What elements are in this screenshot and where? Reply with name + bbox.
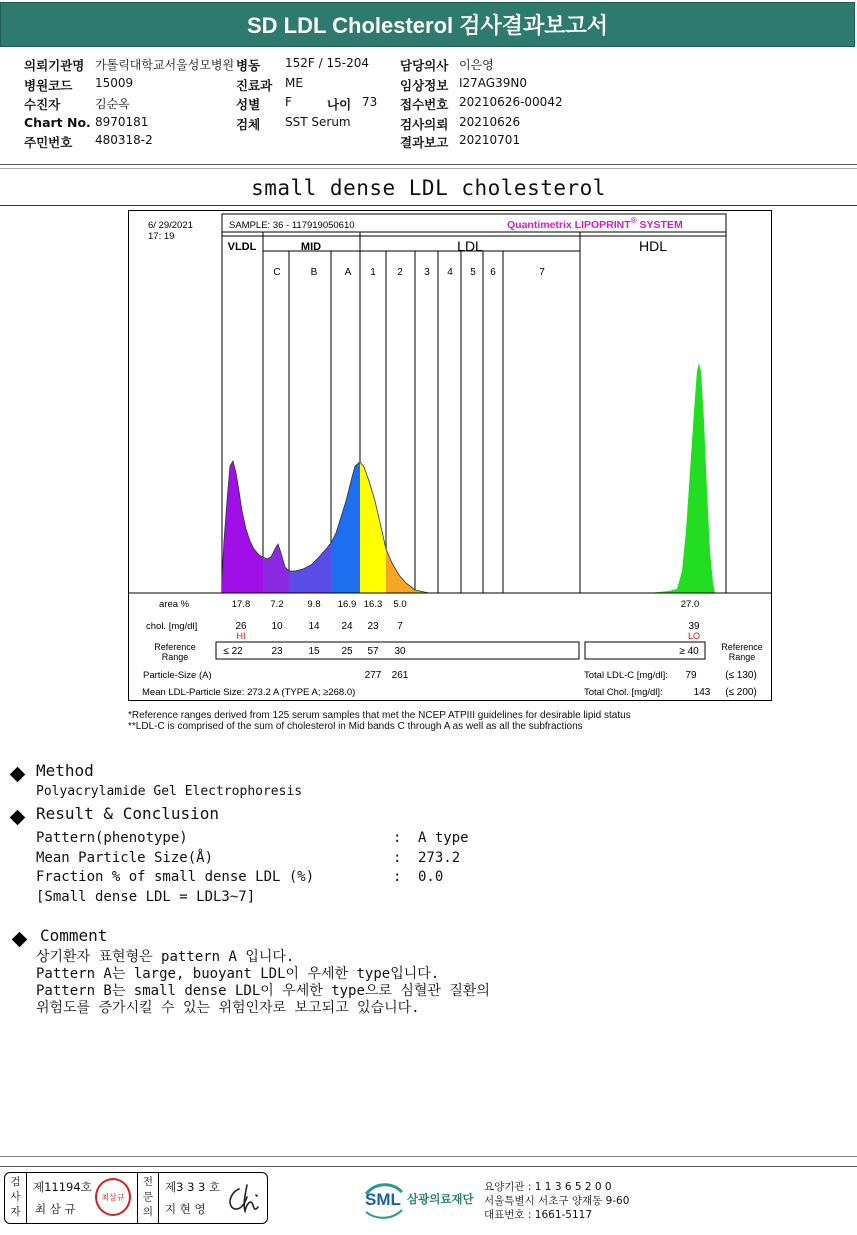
fraction-mid-c bbox=[263, 544, 289, 593]
total-ldl-value: 79 bbox=[685, 670, 697, 681]
inspector-name: 최 삼 규 bbox=[35, 1202, 76, 1216]
mean-size-text: Mean LDL-Particle Size: 273.2 A (TYPE A; ≥268.0) bbox=[142, 687, 356, 698]
area-value: 9.8 bbox=[307, 599, 321, 610]
request-label: 검사의뢰 bbox=[400, 117, 449, 132]
name-value: 김순옥 bbox=[95, 97, 130, 111]
divider-top bbox=[0, 164, 857, 165]
lipoprint-chart bbox=[128, 210, 772, 701]
band-label: 1 bbox=[370, 267, 376, 278]
company-code: 요양기관 : 1 1 3 6 5 2 0 0 bbox=[484, 1181, 612, 1193]
specialist-name: 지 현 영 bbox=[165, 1202, 206, 1216]
ref-label-left-1: Reference bbox=[154, 642, 196, 652]
resident-value: 480318-2 bbox=[95, 133, 153, 147]
comment-line: Pattern B는 small dense LDL이 우세한 type으로 심혈관 질환의 bbox=[36, 983, 490, 999]
resident-label: 주민번호 bbox=[24, 135, 73, 150]
label-char: 자 bbox=[10, 1206, 21, 1218]
group-label-vldl: VLDL bbox=[227, 241, 257, 253]
divider-top-2 bbox=[0, 168, 857, 169]
company-phone: 대표번호 : 1661-5117 bbox=[484, 1209, 593, 1221]
system-name-suffix: SYSTEM bbox=[636, 219, 683, 231]
hospital-code-value: 15009 bbox=[95, 76, 134, 90]
result-bullet bbox=[12, 808, 23, 827]
result-value: 0.0 bbox=[418, 869, 444, 885]
label-char: 전 bbox=[142, 1176, 154, 1188]
chol-label: chol. [mg/dl] bbox=[146, 621, 198, 632]
ref-value: 23 bbox=[271, 646, 283, 657]
band-label: 7 bbox=[539, 267, 545, 278]
comment-line: 상기환자 표현형은 pattern A 입니다. bbox=[36, 949, 295, 965]
band-label: 6 bbox=[490, 267, 496, 278]
band-label: A bbox=[344, 267, 352, 278]
age-value: 73 bbox=[362, 95, 378, 109]
band-lines bbox=[289, 251, 503, 593]
ref-value: 57 bbox=[367, 646, 379, 657]
result-colon: : bbox=[393, 830, 402, 846]
sml-logo bbox=[362, 1180, 404, 1220]
method-title: Method bbox=[36, 761, 94, 780]
ref-label-right-2: Range bbox=[728, 652, 756, 662]
chol-value: 14 bbox=[308, 621, 320, 632]
divider-footer-2 bbox=[0, 1166, 857, 1167]
result-note: [Small dense LDL = LDL3~7] bbox=[36, 889, 256, 905]
doctor-value: 이은영 bbox=[459, 58, 494, 72]
signature-box bbox=[4, 1172, 268, 1224]
footnote-2: **LDL-C is comprised of the sum of cholesterol in Mid bands C through A as well as all the subfractions bbox=[128, 721, 583, 732]
result-label: Mean Particle Size(Å) bbox=[36, 850, 214, 866]
result-colon: : bbox=[393, 869, 402, 885]
total-chol-label: Total Chol. [mg/dl]: bbox=[584, 687, 663, 698]
ref-values bbox=[223, 646, 699, 657]
dept-value: ME bbox=[285, 76, 303, 90]
diamond-icon bbox=[12, 932, 28, 948]
chart-no-value: 8970181 bbox=[95, 115, 149, 129]
system-name-reg: ® bbox=[630, 216, 637, 225]
fraction-vldl bbox=[222, 461, 263, 593]
fraction-mid-a bbox=[331, 462, 360, 593]
chol-value: 26 bbox=[235, 621, 247, 632]
ref-label-right-1: Reference bbox=[721, 642, 763, 652]
result-value: 273.2 bbox=[418, 850, 461, 866]
specimen-value: SST Serum bbox=[285, 115, 351, 129]
chol-value: 39 bbox=[688, 621, 700, 632]
area-value: 5.0 bbox=[393, 599, 407, 610]
band-label: 3 bbox=[424, 267, 430, 278]
method-bullet bbox=[12, 765, 23, 784]
area-value: 17.8 bbox=[231, 599, 251, 610]
result-colon: : bbox=[393, 850, 402, 866]
flag-lo: LO bbox=[687, 631, 701, 641]
ref-value: ≥ 40 bbox=[679, 646, 699, 657]
institution-value: 가톨릭대학교서울성모병원 bbox=[95, 58, 235, 72]
specialist-no: 제3 3 3 호 bbox=[165, 1180, 221, 1194]
label-char: 문 bbox=[142, 1191, 154, 1203]
name-label: 수진자 bbox=[24, 97, 61, 112]
seal-stamp: 최삼규 bbox=[95, 1178, 131, 1216]
chol-value: 10 bbox=[271, 621, 283, 632]
divider-footer bbox=[0, 1156, 857, 1157]
result-label: Fraction % of small dense LDL (%) bbox=[36, 869, 315, 885]
handwritten-signature bbox=[223, 1181, 263, 1217]
band-label: 2 bbox=[397, 267, 403, 278]
particle-size-label: Particle-Size (A) bbox=[143, 670, 212, 681]
ref-value: 15 bbox=[308, 646, 320, 657]
area-label: area % bbox=[159, 599, 190, 610]
group-label-mid: MID bbox=[300, 241, 322, 253]
footnote-1: *Reference ranges derived from 125 serum samples that met the NCEP ATPIII guidelines for desirable lipid status bbox=[128, 710, 631, 721]
age-label: 나이 bbox=[327, 97, 352, 112]
area-value: 27.0 bbox=[680, 599, 700, 610]
result-value: A type bbox=[418, 830, 469, 846]
specimen-label: 검체 bbox=[236, 117, 261, 132]
band-label: C bbox=[273, 267, 281, 278]
institution-label: 의뢰기관명 bbox=[24, 58, 85, 73]
area-value: 7.2 bbox=[270, 599, 284, 610]
report-title: SD LDL Cholesterol 검사결과보고서 bbox=[0, 2, 855, 47]
doctor-label: 담당의사 bbox=[400, 58, 449, 73]
band-label: 5 bbox=[470, 267, 476, 278]
band-labels bbox=[273, 267, 545, 278]
group-label-hdl: HDL bbox=[638, 238, 668, 254]
comment-title: Comment bbox=[40, 926, 108, 945]
area-value: 16.9 bbox=[337, 599, 357, 610]
specialist-label bbox=[137, 1173, 159, 1223]
area-values bbox=[232, 599, 700, 610]
comment-line: 위험도를 증가시킬 수 있는 위험인자로 보고되고 있습니다. bbox=[36, 1000, 420, 1016]
comment-bullet bbox=[14, 930, 25, 949]
report-date-label: 결과보고 bbox=[400, 135, 449, 150]
diamond-icon bbox=[10, 767, 26, 783]
system-name bbox=[507, 216, 683, 231]
fraction-hdl bbox=[649, 363, 715, 593]
ref-value: ≤ 22 bbox=[223, 646, 243, 657]
inspector-no: 제11194호 bbox=[33, 1180, 92, 1194]
result-label: Pattern(phenotype) bbox=[36, 830, 188, 846]
comment-line: Pattern A는 large, buoyant LDL이 우세한 type입니다. bbox=[36, 966, 440, 982]
ref-value: 25 bbox=[341, 646, 353, 657]
total-chol-ref: (≤ 200) bbox=[725, 687, 757, 698]
chol-value: 23 bbox=[367, 621, 379, 632]
total-chol-value: 143 bbox=[693, 687, 711, 698]
sample-text: SAMPLE: 36 - 117919050610 bbox=[229, 220, 355, 231]
ref-value: 30 bbox=[394, 646, 406, 657]
company-address: 서울특별시 서초구 양재동 9-60 bbox=[484, 1195, 630, 1207]
particle-size-value: 261 bbox=[391, 670, 409, 681]
label-char: 사 bbox=[10, 1191, 21, 1203]
chol-value: 24 bbox=[341, 621, 353, 632]
receipt-label: 접수번호 bbox=[400, 97, 449, 112]
dept-label: 진료과 bbox=[236, 78, 273, 93]
chart-date: 6/ 29/2021 bbox=[148, 220, 193, 231]
label-char: 의 bbox=[142, 1206, 154, 1218]
hospital-code-label: 병원코드 bbox=[24, 78, 73, 93]
fraction-ldl1 bbox=[360, 462, 386, 593]
ward-label: 병동 bbox=[236, 58, 261, 73]
section-title: small dense LDL cholesterol bbox=[251, 176, 606, 200]
band-label: 4 bbox=[447, 267, 453, 278]
request-value: 20210626 bbox=[459, 115, 521, 129]
group-label-ldl: LDL bbox=[457, 238, 483, 254]
total-ldl-label: Total LDL-C [mg/dl]: bbox=[584, 670, 668, 681]
sex-value: F bbox=[285, 95, 292, 109]
area-value: 16.3 bbox=[363, 599, 383, 610]
clinical-label: 임상정보 bbox=[400, 78, 449, 93]
divider-title bbox=[0, 205, 857, 206]
chol-value: 7 bbox=[397, 621, 403, 632]
company-name: 삼광의료재단 bbox=[407, 1192, 474, 1206]
sex-label: 성별 bbox=[236, 97, 261, 112]
flag-hi: HI bbox=[236, 631, 246, 641]
logo-text: SML bbox=[365, 1190, 401, 1209]
band-label: B bbox=[310, 267, 318, 278]
chol-values bbox=[235, 621, 700, 632]
chart-no-label: Chart No. bbox=[24, 115, 91, 130]
particle-size-value: 277 bbox=[364, 670, 382, 681]
ward-value: 152F / 15-204 bbox=[285, 56, 369, 70]
clinical-value: I27AG39N0 bbox=[459, 76, 527, 90]
ref-label-left-2: Range bbox=[161, 652, 189, 662]
inspector-label bbox=[5, 1173, 27, 1223]
method-text: Polyacrylamide Gel Electrophoresis bbox=[36, 784, 303, 799]
result-title: Result & Conclusion bbox=[36, 804, 220, 823]
chart-svg bbox=[129, 211, 771, 700]
label-char: 검 bbox=[10, 1176, 21, 1188]
diamond-icon bbox=[10, 810, 26, 826]
total-ldl-ref: (≤ 130) bbox=[725, 670, 757, 681]
report-date-value: 20210701 bbox=[459, 133, 521, 147]
system-name-main: Quantimetrix LIPOPRINT bbox=[507, 219, 631, 231]
chart-time: 17: 19 bbox=[148, 231, 175, 242]
receipt-value: 20210626-00042 bbox=[459, 95, 563, 109]
